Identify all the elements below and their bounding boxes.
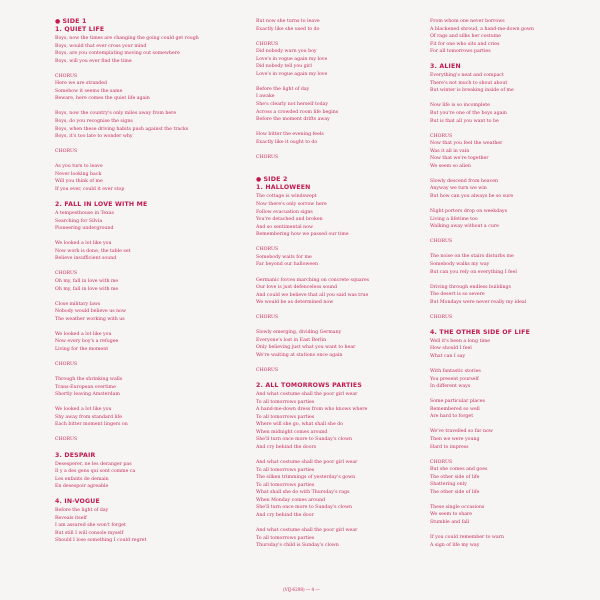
lyric-line: Our love is just defenceless sound: [256, 285, 338, 291]
lyric-line: A blackened shroud, a hand-me-down gown: [430, 26, 534, 32]
lyric-line: And cry behind the doors: [256, 444, 317, 450]
lyric-line: Beware, here comes the quiet life again: [55, 96, 150, 102]
side-label: SIDE 2: [263, 176, 288, 184]
lyric-line: I awake: [256, 94, 275, 100]
lyric-line: Somebody walks my way: [430, 261, 490, 267]
chorus-label: CHORUS: [430, 459, 453, 465]
lyric-line: We looked a lot like you: [55, 407, 112, 413]
lyric-line: As you turn to leave: [55, 164, 103, 170]
column-1: [55, 18, 230, 545]
lyric-line: But winter is breaking inside of me: [430, 88, 514, 94]
stanza-break: [430, 496, 600, 504]
lyric-line: To all tomorrows parties: [256, 399, 315, 405]
lyric-line: And what costume shall the poor girl wear: [256, 528, 358, 533]
lyric-line: Never looking back: [55, 171, 102, 177]
lyric-line: Boys, now the country's only miles away from here: [55, 111, 177, 117]
lyric-line: The weather working with us: [55, 316, 125, 322]
stanza-break: [430, 527, 600, 535]
song-title: 1. QUIET LIFE: [55, 26, 105, 33]
lyric-line: And could we believe that all you said was true: [256, 292, 369, 298]
lyric-line: But can you rely on everything I feel: [430, 269, 517, 275]
side-label: SIDE 1: [62, 18, 87, 25]
stanza-break: [430, 391, 600, 399]
lyric-line: Should I lose something I could regret: [55, 538, 147, 544]
lyric-line: Boys, do you recognise the signs: [55, 119, 133, 125]
lyric-line: Shy away from standard life: [55, 414, 122, 420]
lyric-line: She'll turn once more to Sunday's clown: [256, 505, 352, 511]
stanza-break: [256, 146, 431, 154]
lyric-line: With fantastic stories: [430, 369, 481, 375]
lyric-line: Boys, it's too late to wonder why: [55, 134, 133, 140]
chorus-label: CHORUS: [55, 437, 78, 443]
stanza-break: [430, 231, 600, 239]
lyric-line: Night porters drop on weekdays: [430, 209, 507, 215]
lyric-line: Across a crowded room life begins: [256, 109, 339, 115]
stanza-break: [256, 322, 431, 330]
stanza-break: [430, 201, 600, 209]
lyric-line: Desesperer, ne les deranger pas: [55, 461, 132, 467]
song-title: 3. ALIEN: [430, 63, 461, 71]
stanza-break: [55, 103, 230, 111]
stanza-break: [256, 161, 431, 169]
stanza-break: [256, 375, 431, 383]
lyric-line: We looked a lot like you: [55, 331, 112, 337]
song-title: 1. HALLOWEEN: [256, 184, 311, 192]
lyric-line: Where will she go, what shall she do: [256, 422, 344, 428]
lyric-line: To all tomorrows parties: [256, 467, 315, 473]
side-heading-side-2: [256, 176, 431, 184]
lyric-line: Remembering how we passed our time: [256, 232, 349, 238]
lyric-line: We looked a lot like you: [55, 241, 112, 247]
chorus-label: CHORUS: [256, 368, 279, 374]
lyric-line: Are hard to forget: [430, 414, 474, 420]
stanza-break: [430, 170, 600, 178]
lyric-line: Everyone's lost in East Berlin: [256, 337, 327, 343]
lyric-line: The other side of life: [430, 489, 480, 495]
lyric-line: En desespoir agreable: [55, 484, 109, 490]
lyric-line: In different ways: [430, 384, 471, 390]
lyric-line: Now that we're together: [430, 156, 489, 162]
lyric-line: Nobody would believe us now: [55, 309, 126, 315]
lyric-line: Here we are stranded: [55, 81, 108, 87]
stanza-break: [256, 307, 431, 315]
lyric-line: Love's in vogue again my love: [256, 56, 328, 62]
lyric-line: We seem to share: [430, 512, 473, 518]
lyric-line: Believe insufficient sound: [55, 256, 117, 262]
lyric-line: When Monday comes around: [256, 497, 326, 503]
stanza-break: [430, 321, 600, 329]
lyric-line: She'll turn once more to Sunday's clown: [256, 437, 352, 443]
lyric-line: Driving through endless buildings: [430, 284, 511, 290]
song-title: 2. ALL TOMORROWS PARTIES: [256, 382, 363, 390]
bullet-icon: ●: [256, 176, 262, 184]
stanza-break: [430, 421, 600, 429]
lyric-line: Did nobody tell you girl: [256, 64, 312, 70]
lyric-line: But still I will console myself: [55, 530, 124, 536]
lyric-line: The desert is so severe: [430, 292, 485, 298]
lyric-line: A sign of life my way: [430, 542, 480, 548]
stanza-break: [55, 141, 230, 149]
lyric-line: When midnight comes around: [256, 429, 328, 435]
lyric-line: Now work is done, the table set: [55, 248, 131, 254]
lyric-line: These single occasions: [430, 504, 485, 510]
lyric-line: Now life is so incomplete: [430, 103, 490, 109]
lyric-line: And cry behind the door: [256, 512, 314, 518]
lyric-line: Will you think of me: [55, 179, 103, 185]
stanza-break: [55, 353, 230, 361]
lyric-line: We seem so alien: [430, 163, 471, 169]
lyric-line: Well it's been a long time: [430, 338, 491, 344]
lyric-line: Boys, would that ever cross your mind: [55, 43, 147, 49]
lyric-line: Living for the moment: [55, 346, 109, 352]
chorus-label: CHORUS: [256, 41, 279, 47]
lyric-line: Boys, when these driving habits push against the tracks: [55, 126, 189, 132]
lyric-line: Pioneering underground: [55, 226, 114, 232]
stanza-break: [430, 125, 600, 133]
column-3: [430, 18, 600, 549]
chorus-label: CHORUS: [55, 73, 78, 79]
lyric-line: Oh my, fall in love with me: [55, 278, 119, 284]
lyric-line: Some particular places: [430, 399, 485, 405]
chorus-label: CHORUS: [256, 315, 279, 321]
stanza-break: [430, 306, 600, 314]
side-heading-side-1: [55, 18, 230, 26]
stanza-break: [55, 65, 230, 73]
stanza-break: [55, 399, 230, 407]
lyric-line: If you ever, could it ever stop: [55, 186, 125, 192]
lyric-line: Boys, are you contemplating moving out somewhere: [55, 51, 180, 57]
lyric-line: But how can you always be so sure: [430, 194, 514, 200]
lyric-line: We've travelled so far now: [430, 429, 493, 435]
stanza-break: [430, 361, 600, 369]
lyric-line: Somebody waits for me: [256, 254, 312, 260]
stanza-break: [256, 360, 431, 368]
lyric-line: Remembered so well: [430, 406, 480, 412]
stanza-break: [55, 193, 230, 201]
stanza-break: [256, 269, 431, 277]
lyric-line: The noise on the stairs disturbs me: [430, 254, 514, 260]
lyric-line: What can I say: [430, 353, 466, 359]
lyric-line: To all tomorrows parties: [256, 414, 315, 420]
stanza-break: [256, 124, 431, 132]
stanza-break: [55, 233, 230, 241]
lyric-line: Somehow it seems the same: [55, 88, 123, 94]
stanza-break: [430, 95, 600, 103]
lyric-line: To all tomorrows parties: [256, 482, 315, 488]
lyric-line: Les enfants de demain: [55, 476, 109, 482]
lyric-line: What shall she do with Thursday's rags: [256, 490, 350, 496]
lyric-line: Shortly leaving Amsterdam: [55, 392, 120, 398]
song-title: 4. IN-VOGUE: [55, 498, 100, 506]
lyric-line: Close military laws: [55, 301, 101, 307]
lyric-line: How bitter the evening feels: [256, 132, 324, 138]
lyric-line: Thursday's child is Sunday's clown: [256, 543, 339, 549]
lyric-line: We're waiting at stations once again: [256, 352, 343, 358]
lyric-line: Walking away without a cure: [430, 224, 499, 230]
stanza-break: [256, 519, 431, 527]
lyric-line: But is that all you want to be: [430, 118, 499, 124]
lyric-line: Now that you feel the weather: [430, 141, 503, 147]
lyric-line: But Mondays were never really my ideal: [430, 299, 527, 305]
stanza-break: [430, 451, 600, 459]
lyric-line: Exactly like she used to do: [256, 26, 320, 32]
lyric-line: Was it all in vain: [430, 148, 470, 154]
lyric-line: Reveals itself: [55, 515, 87, 521]
lyric-line: And so sentimental now: [256, 224, 313, 230]
lyric-line: Each bitter moment lingers on: [55, 422, 128, 428]
lyric-line: A hand-me-down dress from who knows where: [256, 407, 368, 413]
stanza-break: [430, 246, 600, 254]
chorus-label: CHORUS: [430, 314, 453, 320]
lyric-line: Il y a des gens qui sont comme ca: [55, 469, 136, 475]
song-title: 2. FALL IN LOVE WITH ME: [55, 201, 148, 209]
lyric-line: You're detached and broken: [256, 217, 323, 223]
lyric-line: Now there's only sorrow here: [256, 202, 327, 208]
stanza-break: [256, 33, 431, 41]
lyric-line: If you could remember to warn: [430, 535, 504, 541]
lyric-line: But now she turns to leave: [256, 19, 320, 24]
lyric-line: A tempesthouse in Texas: [55, 211, 114, 217]
song-title: 4. THE OTHER SIDE OF LIFE: [430, 328, 531, 336]
bullet-icon: ●: [55, 18, 61, 25]
lyric-line: Stumble and fall: [430, 520, 470, 525]
lyric-line: Did nobody warn you boy: [256, 49, 317, 55]
lyric-line: Oh my, fall in love with me: [55, 286, 119, 292]
lyric-line: The silken trimmings of yesterday's gown: [256, 475, 356, 481]
lyric-line: Shattering only: [430, 482, 467, 488]
lyric-line: Boys, now the times are changing the going could get rough: [55, 36, 199, 41]
lyric-line: Anyway we turn we win: [430, 186, 487, 192]
column-2: [256, 18, 431, 550]
lyric-line: Then we were young: [430, 436, 480, 442]
stanza-break: [55, 444, 230, 452]
lyric-line: Fit for one who sits and cries: [430, 41, 500, 47]
stanza-break: [430, 276, 600, 284]
lyric-line: Everything's neat and compact: [430, 73, 504, 79]
lyric-line: There's not much to shout about: [430, 80, 508, 86]
lyric-line: Slowly emerging, dividing Germany: [256, 330, 342, 336]
lyric-line: Of rags and silks her costume: [430, 34, 501, 40]
chorus-label: CHORUS: [430, 133, 453, 139]
chorus-label: CHORUS: [55, 271, 78, 277]
stanza-break: [256, 78, 431, 86]
lyric-line: Searching for Silvia: [55, 218, 103, 224]
lyric-line: I am assured she won't forget: [55, 523, 126, 529]
lyric-line: The cottage is windswept: [256, 194, 317, 200]
lyric-line: For all tomorrows parties: [430, 49, 491, 55]
chorus-label: CHORUS: [55, 361, 78, 367]
lyric-line: The other side of life: [430, 474, 480, 480]
lyric-line: Trans-European overtime: [55, 384, 116, 390]
chorus-label: CHORUS: [256, 247, 279, 253]
chorus-label: CHORUS: [256, 154, 279, 160]
lyric-line: Hard to impress: [430, 444, 469, 450]
stanza-break: [55, 429, 230, 437]
stanza-break: [55, 369, 230, 377]
lyric-line: But she comes and goes: [430, 467, 488, 473]
stanza-break: [55, 293, 230, 301]
lyric-line: And what costume shall the poor girl wear: [256, 460, 358, 466]
lyric-line: How should I feel: [430, 346, 472, 352]
lyric-line: Boys, will you ever find the time: [55, 58, 132, 64]
stanza-break: [55, 263, 230, 271]
lyric-line: But you're one of the boys again: [430, 111, 507, 117]
lyric-line: Far beyond our halloween: [256, 262, 318, 268]
stanza-break: [55, 491, 230, 499]
lyric-line: And what costume shall the poor girl wear: [256, 392, 358, 398]
stanza-break: [55, 323, 230, 331]
lyric-line: Before the moment drifts away: [256, 117, 330, 123]
lyric-line: From whom one never borrows: [430, 19, 505, 24]
lyric-line: Before the light of day: [55, 508, 109, 514]
lyric-line: Through the shrinking walls: [55, 377, 123, 383]
lyric-line: She's clearly not herself today: [256, 102, 329, 108]
stanza-break: [256, 169, 431, 177]
lyric-line: Before the light of day: [256, 86, 310, 92]
lyric-line: We would be as determined now: [256, 300, 334, 306]
lyric-line: You present yourself: [430, 376, 479, 382]
lyric-line: Exactly like it ought to do: [256, 139, 318, 145]
lyric-line: Only believing just what you want to hear: [256, 345, 356, 351]
stanza-break: [55, 156, 230, 164]
song-title: 3. DESPAIR: [55, 451, 96, 459]
lyric-line: Follow evacuation signs: [256, 209, 313, 215]
catalog-footer: (VIJ-6298) — 4 —: [283, 587, 320, 592]
lyric-line: Living a lifetime too: [430, 216, 478, 222]
chorus-label: CHORUS: [430, 239, 453, 245]
stanza-break: [256, 239, 431, 247]
lyric-line: Slowly descend from heaven: [430, 178, 499, 184]
lyric-line: Now every boy's a refugee: [55, 339, 119, 345]
lyric-line: To all tomorrows parties: [256, 535, 315, 541]
stanza-break: [256, 452, 431, 460]
stanza-break: [430, 56, 600, 64]
lyric-line: Love's in vogue again my love: [256, 71, 328, 77]
lyric-line: Germanic forces marching on concrete squares: [256, 277, 370, 283]
chorus-label: CHORUS: [55, 149, 78, 155]
